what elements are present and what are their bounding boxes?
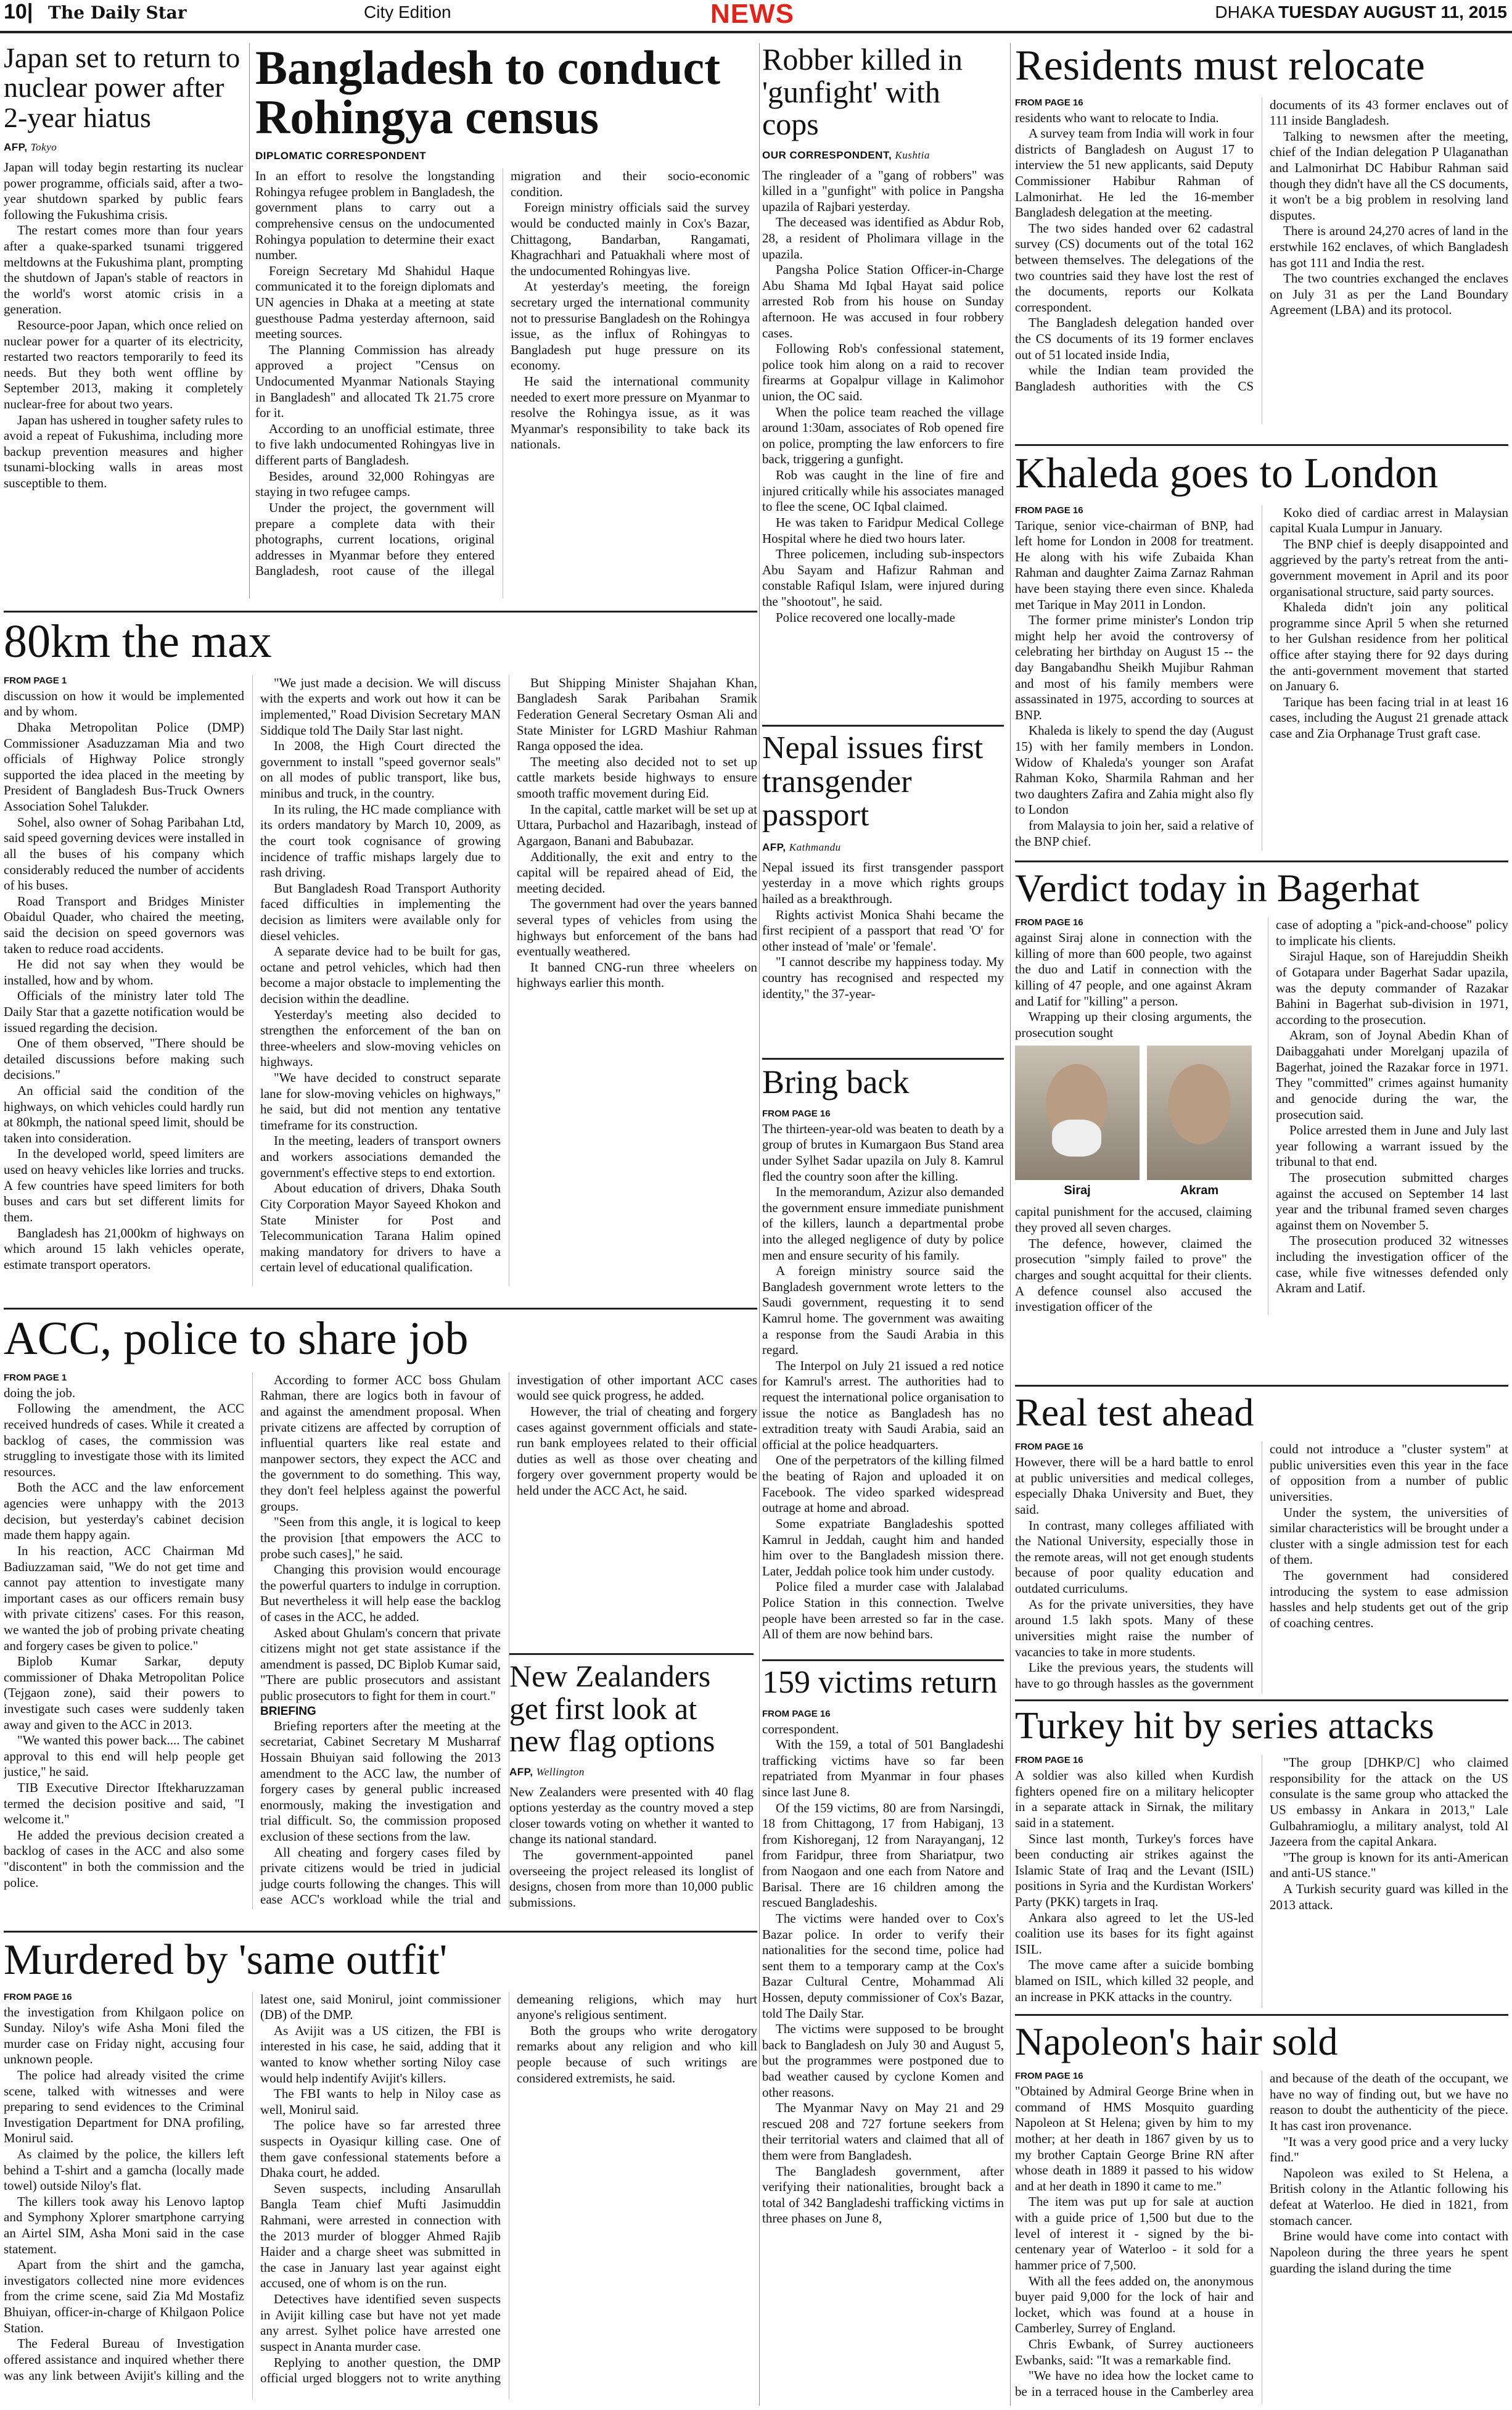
paragraph: Following the amendment, the ACC received hundreds of cases. While it created a backlog of cases, the commission was struggling to investigate those with its limited resources. bbox=[4, 1401, 244, 1479]
continuation-label: FROM PAGE 16 bbox=[1015, 917, 1083, 928]
story-body bbox=[1015, 505, 1508, 851]
portrait-image bbox=[1015, 1046, 1140, 1180]
paragraph: Rights activist Monica Shahi became the first recipient of a passport that read 'O' for other instead of 'male' or 'female'. bbox=[762, 907, 1004, 954]
paragraph: The government had over the years banned several types of vehicles from using the highways but enforcement of the bans had eventually weathered. bbox=[517, 896, 757, 959]
paragraph: Biplob Kumar Sarkar, deputy commissioner of Dhaka Metropolitan Police (Tejgaon zone), said their powers to investigate such cases were suddenly taken away and given to the ACC in 2013. bbox=[4, 1654, 244, 1732]
paragraph: Additionally, the exit and entry to the capital will be repaired ahead of Eid, the meeting decided. bbox=[517, 849, 757, 896]
verdict-left-column bbox=[1015, 917, 1252, 1315]
story-body bbox=[762, 1108, 1004, 1643]
story-rohingya bbox=[255, 43, 750, 598]
headline: Residents must relocate bbox=[1015, 43, 1425, 89]
paragraph: Besides, around 32,000 Rohingyas are staying in two refugee camps. bbox=[255, 468, 495, 500]
paragraph: Both the groups who write derogatory remarks about any religion and who kill people because of such writings are considered extremists, he said. bbox=[517, 2023, 757, 2086]
paragraph: Like the previous years, the students will have to go through hassles as the government could not introduce a "cluster system" at public universities even this year in the face of opposition from a number of public universities. bbox=[1015, 1442, 1508, 1691]
headline: Japan set to return to nuclear power after 2-year hiatus bbox=[4, 43, 240, 133]
paragraph: case of adopting a "pick-and-choose" policy to implicate his clients. bbox=[1276, 917, 1508, 948]
paragraph: As claimed by the police, the killers left behind a T-shirt and a gamcha (locally made towel) outside Niloy's flat. bbox=[4, 2146, 244, 2193]
paragraph: However, there will be a hard battle to enrol at public universities and medical colleges, especially Dhaka University and Buet, they said. bbox=[1015, 1455, 1254, 1517]
paragraph: At yesterday's meeting, the foreign secretary urged the international community not to pressurise Bangladesh on the Rohingya issue, as the influx of Rohingyas to Bangladesh put huge pressure on its economy. bbox=[511, 279, 750, 373]
paragraph: Chris Ewbank, of Surrey auctioneers Ewbanks, said: "It was a remarkable find. bbox=[1015, 2336, 1254, 2367]
paragraph: Officials of the ministry later told The Daily Star that a gazette notification would be issued regarding the decision. bbox=[4, 988, 244, 1035]
headline: Nepal issues first transgender passport bbox=[762, 730, 984, 833]
paragraph: He was taken to Faridpur Medical College Hospital where he died two hours later. bbox=[762, 514, 1004, 546]
paragraph: "The group [DHKP/C] who claimed responsibility for the attack on the US consulate is the same group who attacked the US embassy in Ankara in 2013," Lale Gulbahramioglu, a military analyst, told Al Jazeera from the capital Ankara. bbox=[1270, 1755, 1508, 1849]
paragraph: In its ruling, the HC made compliance with its orders mandatory by March 10, 2009, as the court took cognisance of growing incidence of traffic mishaps largely due to rash driving. bbox=[260, 801, 501, 880]
photo-caption: Siraj bbox=[1064, 1184, 1091, 1198]
continuation-label: FROM PAGE 16 bbox=[4, 1991, 72, 2002]
story-robber bbox=[762, 43, 1004, 716]
paragraph: Both the ACC and the law enforcement agencies were unhappy with the 2013 decision, but yesterday's cabinet decision made them happy again. bbox=[4, 1480, 244, 1543]
paragraph: "The group is known for its anti-American and anti-US stance." bbox=[1270, 1849, 1508, 1881]
paragraph: The victims were supposed to be brought back to Bangladesh on July 30 and August 5, but the programmes were postponed due to bad weather caused by cyclone Komen and other reasons. bbox=[762, 2021, 1004, 2100]
paragraph: The prosecution produced 32 witnesses including the investigation officer of the case, while five witnesses defended only Akram and Latif. bbox=[1276, 1233, 1508, 1296]
paragraph: The ringleader of a "gang of robbers" was killed in a "gunfight" with police in Pangsha upazila of Rajbari yesterday. bbox=[762, 167, 1004, 214]
paragraph: "We have decided to construct separate lane for slow-moving vehicles on highways," he said, but did not mention any tentative timeframe for its construction. bbox=[260, 1070, 501, 1133]
continuation-label: FROM PAGE 1 bbox=[4, 675, 67, 686]
paragraph: "I cannot describe my happiness today. My country has recognised and respected my identity," the 37-year- bbox=[762, 954, 1004, 1001]
story-body-right bbox=[1276, 917, 1508, 1297]
continuation-label: FROM PAGE 16 bbox=[762, 1108, 831, 1119]
dateline bbox=[1215, 2, 1507, 22]
paragraph: The FBI wants to help in Niloy case as well, Monirul said. bbox=[260, 2086, 501, 2117]
paragraph: Road Transport and Bridges Minister Obaidul Quader, who chaired the meeting, said the decision on speed governors was taken to reduce road accidents. bbox=[4, 893, 244, 956]
paragraph: Following Rob's confessional statement, police took him along on a raid to recover firearms at Gopalpur village in Kalimohor union, the OC said. bbox=[762, 341, 1004, 404]
paragraph: The prosecution submitted charges against the accused on September 14 last year and the tribunal framed seven charges against them on November 5. bbox=[1276, 1170, 1508, 1232]
photo-caption: Akram bbox=[1180, 1184, 1219, 1198]
paragraph: There is around 24,270 acres of land in the erstwhile 162 enclaves, of which Bangladesh has got 111 and India the rest. bbox=[1270, 223, 1508, 270]
story-body bbox=[4, 1992, 757, 2399]
page-number: 10| bbox=[4, 0, 33, 23]
paragraph: The Federal Bureau of Investigation offered assistance and inquired whether there was any link between Avijit's killing and the latest one, said Monirul, joint commissioner (DB) of the DMP. bbox=[4, 1991, 501, 2383]
column-divider bbox=[249, 43, 250, 598]
headline: Bangladesh to conduct Rohingya census bbox=[255, 43, 721, 144]
paragraph: Sirajul Haque, son of Harejuddin Sheikh of Gotapara under Bagerhat Sadar upazila, was the deputy commander of Razakar Bahini in Bagerhat sub-division in 1971, according to the prosecution. bbox=[1276, 949, 1508, 1027]
story-turkey bbox=[1015, 1699, 1508, 2008]
byline: OUR CORRESPONDENT, Kushtia bbox=[762, 149, 930, 161]
paragraph: As Avijit was a US citizen, the FBI is interested in his case, he said, adding that it wanted to know whether sorting Niloy case would help indentify Avijit's killers. bbox=[260, 2023, 501, 2086]
paragraph: A Turkish security guard was killed in the 2013 attack. bbox=[1270, 1881, 1508, 1912]
paragraph: The former prime minister's London trip might help her avoid the controversy of celebrating her birthday on August 15 -- the day Bangabandhu Sheikh Mujibur Rahman and most of his family members were assassinated in 1975, according to sources at BNP. bbox=[1015, 613, 1254, 722]
paragraph: The thirteen-year-old was beaten to death by a group of brutes in Kumargaon Bus Stand area under Sylhet Sadar upazila on July 8. Kamrul fled the country soon after the killing. bbox=[762, 1121, 1004, 1184]
paragraph: The BNP chief is deeply disappointed and aggrieved by the party's retreat from the anti-government movement in April and its poor organisational structure, said party sources. bbox=[1270, 536, 1508, 599]
paragraph: The government had considered introducing the system to ease admission hassles and help students get out of the grip of coaching centres. bbox=[1270, 1568, 1508, 1630]
paragraph: According to former ACC boss Ghulam Rahman, there are logics both in favour of and against the amendment proposal. When private citizens are affected by corruption of influential quarters like real estate and manpower sectors, they expect the ACC and the government to do something. This way, they don't feel helpless against the powerful groups. bbox=[260, 1372, 501, 1514]
paragraph: Police recovered one locally-made bbox=[776, 609, 955, 625]
paragraph: Khaleda is likely to spend the day (August 15) with her family members in London. Widow of Khaleda's younger son Arafat Rahman Koko, Sharmila Rahman and her two daughters Zafira and Zahia might also fly to London bbox=[1015, 723, 1254, 817]
paragraph: The Bangladesh government, after verifying their nationalities, brought back a total of 342 Bangladeshi trafficking victims in three phases on June 8, bbox=[762, 2163, 1004, 2226]
paragraph: Akram, son of Joynal Abedin Khan of Daibaggahati under Morelganj upazila of Bagerhat, joined the Razakar force in 1971. They "committed" crimes against humanity and genocide during the war, the prosecution said. bbox=[1276, 1028, 1508, 1122]
story-body bbox=[762, 860, 1004, 1002]
story-verdict bbox=[1015, 860, 1508, 1379]
paragraph: He added the previous decision created a backlog of cases in the ACC and also some "discontent" in both the commission and the police. bbox=[4, 1827, 244, 1890]
paragraph: The two sides handed over 62 cadastral survey (CS) documents out of the total 162 between themselves. The delegations of the two countries said they have lost the rest of the documents, reports our Kolkata correspondent. bbox=[1015, 220, 1254, 315]
paragraph: Khaleda didn't join any political programme since April 5 when she returned to her Gulshan residence from her political office after staying there for 92 days during the anti-government movement that started on January 6. bbox=[1270, 600, 1508, 694]
paragraph: About education of drivers, Dhaka South City Corporation Mayor Sayeed Khokon and State Minister for Post and Telecommunication Tarana Halim opined making mandatory for drivers to have a certain level of educational qualification. bbox=[260, 1181, 501, 1275]
paragraph: In an effort to resolve the longstanding Rohingya refugee problem in Bangladesh, the government plans to carry out a comprehensive census on the undocumented Rohingya population to determine their exact number. bbox=[255, 168, 495, 263]
paragraph: According to an unofficial estimate, three to five lakh undocumented Rohingyas live in different parts of Bangladesh. bbox=[255, 421, 495, 468]
story-bring-back bbox=[762, 1058, 1004, 1650]
dateline-date: TUESDAY AUGUST 11, 2015 bbox=[1278, 2, 1507, 22]
byline: AFP, Kathmandu bbox=[762, 841, 841, 853]
paragraph: Detectives have identified seven suspects in Avijit killing case but have not yet made any arrest. Sylhet police have arrested one suspect in Ananta murder case. bbox=[260, 2292, 501, 2354]
story-body bbox=[1015, 1755, 1508, 2008]
paragraph: Dhaka Metropolitan Police (DMP) Commissioner Asaduzzaman Mia and two officials of Highway Police strongly supported the idea placed in the meeting by President of Bangladesh Bus-Truck Owners Association Sohel Talukder. bbox=[4, 720, 244, 814]
paragraph: The Planning Commission has already approved a project "Census on Undocumented Myanmar Nationals Staying in Bangladesh" and allocated Tk 21.75 crore for it. bbox=[255, 342, 495, 421]
paragraph: Some expatriate Bangladeshis spotted Kamrul in Jeddah, caught him and handed him over to the Bangladesh mission there. Later, Jeddah police took him under custody. bbox=[762, 1516, 1004, 1578]
paragraph: "Seen from this angle, it is logical to keep the provision [that empowers the ACC to probe such cases]," he said. bbox=[260, 1514, 501, 1561]
story-body bbox=[1015, 97, 1508, 424]
paragraph: The restart comes more than four years after a quake-sparked tsunami triggered meltdowns at the Fukushima plant, prompting the shutdown of Japan's stable of reactors in the world's worst atomic crisis in a generation. bbox=[4, 223, 243, 317]
headline: 159 victims return bbox=[762, 1665, 998, 1700]
paragraph: With the 159, a total of 501 Bangladeshi trafficking victims have so far been repatriated from Myanmar in four phases since last June 8. bbox=[762, 1737, 1004, 1800]
paragraph: residents who want to relocate to India. bbox=[1015, 110, 1219, 125]
paragraph: Seven suspects, including Ansarullah Bangla Team chief Mufti Jasimuddin Rahmani, were arrested in connection with the 2013 murder of blogger Ahmed Rajib Haider and a charge sheet was submitted in the case in January last year against eight accused, one of whom is on the run. bbox=[260, 2181, 501, 2291]
paragraph: The Bangladesh delegation handed over the CS documents of its 19 former enclaves out of 51 located inside India, bbox=[1015, 315, 1254, 362]
story-nepal bbox=[762, 725, 1004, 1052]
headline: 80km the max bbox=[4, 616, 272, 667]
paragraph: As for the private universities, they have around 1.5 lakh spots. Many of these universities might raise the number of vacancies to take in more students. bbox=[1015, 1596, 1254, 1659]
paragraph: Wrapping up their closing arguments, the prosecution sought bbox=[1015, 1009, 1252, 1040]
photo-siraj bbox=[1015, 1046, 1140, 1198]
paragraph: Tarique, senior vice-chairman of BNP, had left home for London in 2008 for treatment. He along with his wife Zubaida Khan Rahman and daughter Zaima Zarnaz Rahman have been staying there even since. Khaleda met Tarique in May 2011 in London. bbox=[1015, 518, 1254, 612]
continuation-label: FROM PAGE 16 bbox=[1015, 505, 1083, 516]
paragraph: Changing this provision would encourage the powerful quarters to indulge in corruption. But nevertheless it will help ease the backlog of cases in the ACC, he added. bbox=[260, 1562, 501, 1624]
paragraph: Under the system, the universities of similar characteristics will be brought under a cluster with a single admission test for each of them. bbox=[1270, 1504, 1508, 1567]
paragraph: Tarique has been facing trial in at least 16 cases, including the August 21 grenade attack case and Zia Orphanage Trust graft case. bbox=[1270, 694, 1508, 741]
paragraph: Police filed a murder case with Jalalabad Police Station in this connection. Twelve people have been arrested so far in the case. All of them are now behind bars. bbox=[762, 1579, 1004, 1642]
paragraph: In contrast, many colleges affiliated with the National University, especially those in the remote areas, will not get enough students because of poor quality education and outdated curriculums. bbox=[1015, 1517, 1254, 1596]
story-real-test bbox=[1015, 1385, 1508, 1693]
story-body bbox=[255, 168, 750, 598]
paragraph: Sohel, also owner of Sohag Paribahan Ltd, said speed governing devices were installed in all the buses of his company which considerably reduced the number of accidents of his buses. bbox=[4, 814, 244, 893]
paragraph: The item was put up for sale at auction with a guide price of 1,500 but due to the level of interest it - signed by the bi-centenary year of Waterloo - it sold for a hammer price of 7,500. bbox=[1015, 2194, 1254, 2272]
paragraph: Koko died of cardiac arrest in Malaysian capital Kuala Lumpur in January. bbox=[1270, 505, 1508, 536]
story-body-left bbox=[1015, 917, 1252, 1041]
paragraph: New Zealanders were presented with 40 flag options yesterday as the country moved a step closer towards voting on whether it wanted to change its national standard. bbox=[509, 1784, 754, 1847]
paragraph: Briefing reporters after the meeting at the secretariat, Cabinet Secretary M Musharraf Hossain Bhuiyan said following the 2013 amendment to the ACC law, the number of forgery cases by general public increased enormously, making the investigation and trial difficult. So, the commission proposed exclusion of these sections from the law. bbox=[260, 1718, 501, 1844]
paragraph: Apart from the shirt and the gamcha, investigators collected nine more evidences from the crime scene, said Zia Md Mostafiz Bhuiyan, officer-in-charge of Khilgaon Police Station. bbox=[4, 2257, 244, 2335]
paragraph: He said the international community needed to exert more pressure on Myanmar to resolve the Rohingya issue, as it was Myanmar's responsibility to take back its nationals. bbox=[511, 374, 750, 452]
story-residents bbox=[1015, 43, 1508, 438]
continuation-label: FROM PAGE 16 bbox=[1015, 1755, 1083, 1766]
paragraph: The police have so far arrested three suspects in Oyasiqur killing case. One of them gave confessional statements before a Dhaka court, he added. bbox=[260, 2118, 501, 2181]
headline: Verdict today in Bagerhat bbox=[1015, 866, 1420, 910]
paragraph: Police arrested them in June and July last year following a warrant issued by the tribunal to that end. bbox=[1276, 1123, 1508, 1170]
paragraph: In the memorandum, Azizur also demanded the government ensure immediate punishment of the killers, launch a departmental probe into the alleged negligence of duty by police men and ensure security of his family. bbox=[762, 1184, 1004, 1263]
paragraph: "We have no idea how the locket came to be in a terraced house in the Camberley area and because of the death of the occupant, we have no way of finding out, but we have no reason to doubt the authenticity of the piece. It has cast iron provenance. bbox=[1015, 2071, 1508, 2399]
continuation-label: FROM PAGE 16 bbox=[1015, 1442, 1083, 1453]
continuation-label: FROM PAGE 16 bbox=[1015, 2071, 1083, 2082]
byline: DIPLOMATIC CORRESPONDENT bbox=[255, 150, 427, 162]
paragraph: Of the 159 victims, 80 are from Narsingdi, 18 from Chittagong, 17 from Habiganj, 13 from Kishoreganj, 12 from Narayanganj, 12 from Faridpur, three from Shariatpur, two from Naogaon and one each from Natore and Barisal. There are 16 children among the rescued Bangladeshis. bbox=[762, 1800, 1004, 1910]
paragraph: A survey team from India will work in four districts of Bangladesh on August 17 to interview the 51 new applicants, said Deputy Commissioner Habibur Rahman of Lalmonirhat. He led the 16-member Bangladesh delegation at the meeting. bbox=[1015, 126, 1254, 220]
paragraph: Brine would have come into contact with Napoleon during the three years he spent guarding the island during the time bbox=[1270, 2229, 1508, 2276]
paragraph: "Obtained by Admiral George Brine when in command of HMS Mosquito guarding Napoleon at St Helena; given by him to my mother; at her death in 1867 given by us to my brother Captain George Brine RN after whose death in 1889 it passed to his widow and at her death in 1890 it came to me." bbox=[1015, 2084, 1254, 2193]
paragraph: He did not say when they would be installed, how and by whom. bbox=[4, 957, 244, 988]
paragraph: Talking to newsmen after the meeting, chief of the Indian delegation P Ulaganathan and Lalmonirhat DC Habibur Rahman said though they didn't have all the CS documents, it won't be a big problem in resolving land disputes. bbox=[1270, 128, 1508, 223]
paragraph: One of them observed, "There should be detailed discussions before making such decisions." bbox=[4, 1036, 244, 1083]
headline: Robber killed in 'gunfight' with cops bbox=[762, 43, 963, 141]
paragraph: "It was a very good price and a very lucky find." bbox=[1270, 2134, 1508, 2165]
paragraph: The defence, however, claimed the prosecution "simply failed to prove" the charges and sought acquittal for their clients. A defence counsel also accused the investigation officer of the bbox=[1015, 1236, 1252, 1314]
paragraph: In the meeting, leaders of transport owners and workers associations demanded the government's effective steps to end extortion. bbox=[260, 1133, 501, 1180]
paragraph: In the developed world, speed limiters are used on heavy vehicles like lorries and trucks. A few countries have speed limiters for both buses and cars but set different limits for them. bbox=[4, 1146, 244, 1224]
paragraph: It banned CNG-run three wheelers on highways earlier this month. bbox=[517, 959, 757, 991]
masthead-logo: The Daily Star bbox=[48, 2, 187, 23]
story-body bbox=[762, 168, 1004, 626]
paragraph: Since last month, Turkey's forces have been conducting air strikes against the Islamic State of Iraq and the Levant (ISIL) positions in Syria and the Kurdistan Workers' Party (PKK) targets in Iraq. bbox=[1015, 1831, 1254, 1909]
paragraph: In 2008, the High Court directed the government to install "speed governor seals" on all modes of public transport, like bus, minibus and truck, in the country. bbox=[260, 738, 501, 801]
story-body bbox=[509, 1785, 754, 1911]
continuation-label: FROM PAGE 16 bbox=[762, 1708, 831, 1719]
photo-row bbox=[1015, 1046, 1252, 1198]
headline: Turkey hit by series attacks bbox=[1015, 1705, 1434, 1747]
paragraph: correspondent. bbox=[762, 1721, 839, 1736]
headline: Real test ahead bbox=[1015, 1390, 1254, 1434]
paragraph: The Interpol on July 21 issued a red notice for Kamrul's arrest. The authorities had to request the international police organisation to issue the notice as Bangladesh has no extradition treaty with Saudi Arabia, said an official at the police headquarters. bbox=[762, 1358, 1004, 1452]
paragraph: from Malaysia to join her, said a relative of the BNP chief. bbox=[1015, 818, 1254, 849]
paragraph: Japan will today begin restarting its nuclear power programme, officials said, after a two-year shutdown sparked by public fears following the Fukushima crisis. bbox=[4, 159, 243, 222]
headline: Murdered by 'same outfit' bbox=[4, 1936, 448, 1984]
paragraph: The deceased was identified as Abdur Rob, 28, a resident of Pholimara village in the upazila. bbox=[762, 215, 1004, 262]
paragraph: Resource-poor Japan, which once relied on nuclear power for a quarter of its electricity, restarted two reactors temporarily to feed its needs. But they both went offline by September 2013, making it completely nuclear-free for about two years. bbox=[4, 317, 243, 412]
paragraph: But Bangladesh Road Transport Authority faced difficulties in implementing the decision as limiters were available only for diesel vehicles. bbox=[260, 880, 501, 943]
paragraph: Under the project, the government will prepare a complete data with their photographs, current locations, original addresses in Myanmar before they entered Bangladesh, root cause of the illegal migration and their socio-economic condition. bbox=[255, 168, 750, 579]
paragraph: Yesterday's meeting also decided to strengthen the enforcement of the ban on three-wheelers and slow-moving vehicles on highways. bbox=[260, 1007, 501, 1070]
paragraph: But Shipping Minister Shajahan Khan, Bangladesh Sarak Paribahan Sramik Federation General Secretary Osman Ali and State Minister for LGRD Mashiur Rahman Ranga opposed the idea. bbox=[517, 675, 757, 754]
story-body bbox=[1015, 2071, 1508, 2404]
paragraph: In the capital, cattle market will be set up at Uttara, Purbachol and Hazaribagh, instead of Agargaon, Banani and Babubazar. bbox=[517, 801, 757, 848]
paragraph: However, the trial of cheating and forgery cases against government officials and state-run bank employees related to their official duties as well as those over cheating and forgery over government property would be held under the ACC Act, he said. bbox=[517, 1404, 757, 1498]
story-body bbox=[762, 1709, 1004, 2227]
paragraph: Asked about Ghulam's concern that private citizens might not get state assistance if the amendment is passed, DC Biplob Kumar said, "There are public prosecutors and assistant public prosecutors to fight for them in court." bbox=[260, 1625, 501, 1703]
story-napoleon bbox=[1015, 2014, 1508, 2406]
paragraph: The government-appointed panel overseeing the project released its longlist of designs, chosen from more than 10,000 public submissions. bbox=[509, 1847, 754, 1910]
paragraph: A foreign ministry source said the Bangladesh government wrote letters to the Saudi government, requesting it to send Kamrul home. The government was awaiting a response from the Saudi Arabia in this regard. bbox=[762, 1263, 1004, 1358]
story-body bbox=[4, 160, 243, 492]
paragraph: The police had already visited the crime scene, talked with witnesses and were preparing to send evidences to the Criminal Investigation Department for DNA profiling, Monirul said. bbox=[4, 2067, 244, 2146]
paragraph: A separate device had to be built for gas, octane and petrol vehicles, which had then become a major obstacle to implementing the decision within the deadline. bbox=[260, 944, 501, 1006]
photo-akram bbox=[1147, 1046, 1252, 1198]
paragraph: Napoleon was exiled to St Helena, a British colony in the Atlantic following his defeat at Waterloo. He died in 1821, from stomach cancer. bbox=[1270, 2165, 1508, 2228]
paragraph: TIB Executive Director Iftekharuzzaman termed the decision positive and said, "I welcome it." bbox=[4, 1780, 244, 1827]
paragraph: Pangsha Police Station Officer-in-Charge Abu Shama Md Iqbal Hayat said police arrested Rob from his house on Sunday afternoon. He was accused in four robbery cases. bbox=[762, 262, 1004, 340]
paragraph: The Myanmar Navy on May 21 and 29 rescued 208 and 727 fortune seekers from their territorial waters and claimed that all of them were from Bangladesh. bbox=[762, 2100, 1004, 2163]
paragraph: doing the job. bbox=[4, 1385, 76, 1400]
byline: AFP, Wellington bbox=[509, 1765, 585, 1778]
headline: Khaleda goes to London bbox=[1015, 450, 1439, 497]
paragraph: the investigation from Khilgaon police on Sunday. Niloy's wife Asha Moni filed the murder case on Friday night, accusing four unknown people. bbox=[4, 2004, 244, 2067]
paragraph: The two countries exchanged the enclaves on July 31 as per the Land Boundary Agreement (LBA) and its protocol. bbox=[1270, 271, 1508, 318]
story-body bbox=[1015, 1442, 1508, 1693]
paragraph: discussion on how it would be implemented and by whom. bbox=[4, 688, 244, 719]
subhead: BRIEFING bbox=[260, 1704, 316, 1718]
headline: Bring back bbox=[762, 1063, 910, 1100]
story-body bbox=[4, 675, 757, 1286]
paragraph: When the police team reached the village around 1:30am, associates of Rob opened fire on police, prompting the law enforcers to fire back, triggering a gunfight. bbox=[762, 404, 1004, 467]
continuation-label: FROM PAGE 1 bbox=[4, 1372, 67, 1383]
column-divider bbox=[1010, 43, 1011, 2406]
paragraph: "We just made a decision. We will discuss with the experts and work out how it can be implemented," Road Division Secretary MAN Siddique told The Daily Star last night. bbox=[260, 675, 501, 738]
paragraph: Nepal issued its first transgender passport yesterday in a move which rights groups hailed as a breakthrough. bbox=[762, 859, 1004, 906]
section-title: NEWS bbox=[710, 0, 794, 29]
paragraph: Foreign ministry officials said the survey would be conducted mainly in Cox's Bazar, Chittagong, Bandarban, Rangamati, Khagrachhari and Patuakhali where most of the undocumented Rohingyas live. bbox=[511, 200, 750, 278]
paragraph: while the Indian team provided the Bangladesh authorities with the CS documents of its 43 former enclaves out of 111 inside Bangladesh. bbox=[1015, 97, 1508, 394]
dateline-city: DHAKA bbox=[1215, 2, 1274, 22]
portrait-image bbox=[1147, 1046, 1252, 1180]
edition-label: City Edition bbox=[364, 2, 451, 22]
paragraph: "We wanted this power back.... The cabinet approval to this end will help people get justice," he said. bbox=[4, 1733, 244, 1780]
paragraph: Foreign Secretary Md Shahidul Haque communicated it to the foreign diplomats and UN agencies in Dhaka at a meeting at state guesthouse Padma yesterday afternoon, said meeting sources. bbox=[255, 263, 495, 342]
column-divider bbox=[759, 43, 760, 2406]
paragraph: An official said the condition of the highways, on which vehicles could hardly run at 80kmph, the national speed limit, should be taken into consideration. bbox=[4, 1083, 244, 1145]
story-80km bbox=[4, 611, 757, 1295]
story-new-zealanders bbox=[509, 1653, 754, 1918]
paragraph: A soldier was also killed when Kurdish fighters opened fire on a military helicopter in a separate attack in Sirnak, the military said in a statement. bbox=[1015, 1768, 1254, 1830]
paragraph: The move came after a suicide bombing blamed on ISIL, which killed 32 people, and an increase in PKK attacks in the country. bbox=[1015, 1957, 1254, 2004]
story-japan bbox=[4, 43, 243, 598]
paragraph: against Siraj alone in connection with the killing of more than 600 people, two against the duo and Latif in connection with the killing of 47 people, and one against Akram and Latif for "killing" a person. bbox=[1015, 930, 1252, 1009]
story-body-left-2 bbox=[1015, 1204, 1252, 1314]
paragraph: capital punishment for the accused, claiming they proved all seven charges. bbox=[1015, 1204, 1252, 1236]
story-159-victims bbox=[762, 1659, 1004, 2406]
paragraph: The victims were handed over to Cox's Bazar police. In order to verify their nationalities for the second time, police had sent them to a temporary camp at the Cox's Bazar Cultural Centre, Mohammad Ali Hossen, deputy commissioner of Cox's Bazar, told The Daily Star. bbox=[762, 1910, 1004, 2021]
paragraph: Three policemen, including sub-inspectors Abu Sayam and Hafizur Rahman and constable Rafiqul Islam, were injured during the "shootout", he said. bbox=[762, 547, 1004, 609]
continuation-label: FROM PAGE 16 bbox=[1015, 97, 1083, 108]
page-header bbox=[0, 0, 1512, 33]
byline: AFP, Tokyo bbox=[4, 141, 57, 153]
headline: Napoleon's hair sold bbox=[1015, 2020, 1338, 2063]
verdict-right-column bbox=[1268, 917, 1508, 1315]
paragraph: Japan has ushered in tougher safety rules to avoid a repeat of Fukushima, including more backup prevention measures and higher tsunami-blocking walls in areas most susceptible to them. bbox=[4, 412, 243, 491]
paragraph: With all the fees added on, the anonymous buyer paid 9,000 for the lock of hair and locket, which was found at a house in Camberley, Surrey of England. bbox=[1015, 2273, 1254, 2336]
paragraph: Replying to another question, the DMP official urged bloggers not to write anything demeaning religions, which may hurt anyone's religious sentiment. bbox=[260, 1991, 757, 2386]
story-murdered bbox=[4, 1931, 757, 2406]
headline: ACC, police to share job bbox=[4, 1313, 469, 1364]
paragraph: Bangladesh has 21,000km of highways on which around 15 lakh vehicles operate, estimate transport operators. bbox=[4, 1225, 244, 1272]
paragraph: In his reaction, ACC Chairman Md Badiuzzaman said, "We do not get time and cannot pay attention to investigate many important cases as our officers remain busy with private citizens' cases. For this reason, we wanted the job of probing private cheating and forgery cases be given to police." bbox=[4, 1543, 244, 1653]
paragraph: The killers took away his Lenovo laptop and Symphony Xplorer smartphone carrying an Airtel SIM, Asha Moni said in the case statement. bbox=[4, 2193, 244, 2256]
paragraph: All cheating and forgery cases filed by private citizens would be tried in judicial judge courts following the changes. This will ease ACC's workload while the trial and investigation of other important ACC cases would see quick progress, he added. bbox=[260, 1372, 757, 1907]
headline: New Zealanders get first look at new flag options bbox=[509, 1659, 715, 1758]
paragraph: One of the perpetrators of the killing filmed the beating of Rajon and uploaded it on Facebook. The video sparked widespread outrage at home and abroad. bbox=[762, 1453, 1004, 1516]
paragraph: Ankara also agreed to let the US-led coalition use its bases for its fight against ISIL. bbox=[1015, 1910, 1254, 1957]
story-khaleda bbox=[1015, 444, 1508, 851]
paragraph: Rob was caught in the line of fire and injured critically while his associates managed to flee the scene, OC Iqbal claimed. bbox=[762, 468, 1004, 514]
paragraph: The meeting also decided not to set up cattle markets beside highways to ensure smooth traffic movement during Eid. bbox=[517, 754, 757, 801]
